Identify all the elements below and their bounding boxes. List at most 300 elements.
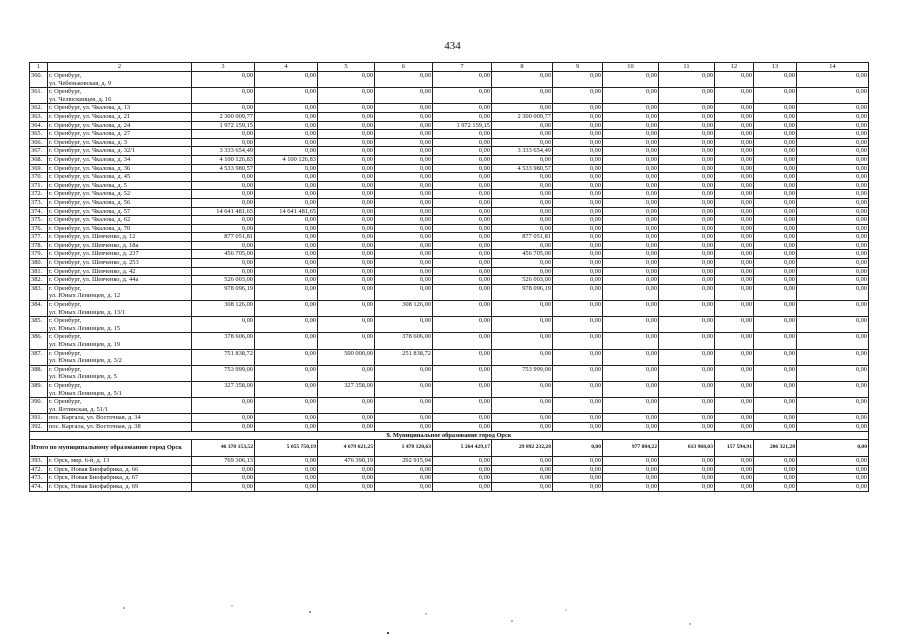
- row-number: 360.: [30, 72, 48, 88]
- total-row: [30, 440, 869, 457]
- value-cell: 0,00: [553, 241, 603, 250]
- value-cell: 0,00: [433, 181, 492, 190]
- value-cell: 0,00: [659, 181, 715, 190]
- value-cell: 0,00: [715, 267, 754, 276]
- address-line: г. Оренбург, ул. Чкалова, д. 45: [49, 173, 131, 181]
- value-cell: 0,00: [375, 104, 433, 113]
- table-row: [30, 198, 869, 207]
- value-cell: 0,00: [553, 198, 603, 207]
- value-cell: 0,00: [318, 155, 375, 164]
- value-cell: 0,00: [433, 474, 492, 483]
- value-cell: 0,00: [492, 173, 553, 182]
- value-cell: 0,00: [715, 216, 754, 225]
- value-cell: 0,00: [318, 317, 375, 333]
- value-cell: 3 333 654,49: [492, 147, 553, 156]
- address-cell: [48, 216, 192, 225]
- value-cell: 0,00: [192, 422, 255, 431]
- value-cell: 0,00: [375, 190, 433, 199]
- value-cell: 0,00: [754, 112, 797, 121]
- address-line: ул. Юных Ленинцев, д. 3/2: [49, 357, 122, 365]
- value-cell: 0,00: [603, 414, 659, 423]
- value-cell: 0,00: [433, 173, 492, 182]
- total-value: 0,00: [553, 440, 603, 457]
- value-cell: 0,00: [659, 267, 715, 276]
- value-cell: 0,00: [715, 224, 754, 233]
- address-cell: [48, 267, 192, 276]
- value-cell: 0,00: [492, 398, 553, 414]
- value-cell: 0,00: [603, 349, 659, 365]
- value-cell: 0,00: [318, 422, 375, 431]
- value-cell: 877 051,81: [492, 233, 553, 242]
- value-cell: 0,00: [375, 381, 433, 397]
- value-cell: 0,00: [375, 398, 433, 414]
- value-cell: 0,00: [255, 224, 318, 233]
- total-value: 0,00: [797, 440, 869, 457]
- value-cell: 0,00: [754, 88, 797, 104]
- value-cell: 0,00: [603, 422, 659, 431]
- address-line: г. Оренбург, ул. Чкалова, д. 70: [49, 224, 131, 232]
- table-row: [30, 104, 869, 113]
- budget-table: [29, 62, 869, 492]
- value-cell: 0,00: [375, 147, 433, 156]
- value-cell: 0,00: [603, 164, 659, 173]
- value-cell: 0,00: [553, 72, 603, 88]
- address-line: ул. Юных Ленинцев, д. 13/1: [49, 308, 126, 316]
- row-number: 473.: [30, 474, 48, 483]
- value-cell: 0,00: [715, 130, 754, 139]
- table-row: [30, 138, 869, 147]
- address-cell: [48, 121, 192, 130]
- value-cell: 0,00: [433, 198, 492, 207]
- row-number: 386.: [30, 333, 48, 349]
- value-cell: 0,00: [603, 104, 659, 113]
- value-cell: 0,00: [492, 457, 553, 466]
- address-cell: [48, 130, 192, 139]
- value-cell: 0,00: [433, 224, 492, 233]
- value-cell: 0,00: [754, 138, 797, 147]
- value-cell: 0,00: [553, 207, 603, 216]
- row-number: 361.: [30, 88, 48, 104]
- value-cell: 0,00: [797, 276, 869, 285]
- table-body: [30, 63, 869, 492]
- value-cell: 0,00: [797, 422, 869, 431]
- value-cell: 0,00: [659, 259, 715, 268]
- value-cell: 0,00: [255, 72, 318, 88]
- value-cell: 0,00: [603, 121, 659, 130]
- value-cell: 0,00: [754, 301, 797, 317]
- value-cell: 0,00: [797, 259, 869, 268]
- value-cell: 0,00: [318, 267, 375, 276]
- address-line: ул. Юных Ленинцев, д. 5: [49, 373, 117, 381]
- value-cell: 0,00: [715, 241, 754, 250]
- value-cell: 0,00: [603, 381, 659, 397]
- row-number: 376.: [30, 224, 48, 233]
- value-cell: 0,00: [433, 365, 492, 381]
- address-line: г. Оренбург, ул. Чкалова, д. 32/1: [49, 147, 136, 155]
- table-row: [30, 284, 869, 300]
- value-cell: 0,00: [375, 267, 433, 276]
- value-cell: 0,00: [255, 250, 318, 259]
- value-cell: 251 838,72: [375, 349, 433, 365]
- value-cell: 0,00: [553, 284, 603, 300]
- value-cell: 0,00: [318, 198, 375, 207]
- value-cell: 0,00: [553, 138, 603, 147]
- address-line: г. Оренбург,: [49, 365, 82, 373]
- value-cell: 0,00: [375, 164, 433, 173]
- value-cell: 14 641 481,65: [255, 207, 318, 216]
- address-cell: [48, 333, 192, 349]
- address-line: г. Оренбург,: [49, 349, 82, 357]
- value-cell: 0,00: [433, 398, 492, 414]
- page-number: 434: [444, 40, 461, 52]
- row-number: 368.: [30, 155, 48, 164]
- address-line: г. Оренбург, ул. Чкалова, д. 57: [49, 207, 131, 215]
- address-cell: [48, 224, 192, 233]
- value-cell: 0,00: [659, 104, 715, 113]
- value-cell: 0,00: [603, 259, 659, 268]
- value-cell: 0,00: [797, 224, 869, 233]
- value-cell: 0,00: [255, 482, 318, 491]
- table-row: [30, 130, 869, 139]
- address-line: г. Оренбург,: [49, 398, 82, 406]
- table-row: [30, 164, 869, 173]
- value-cell: 0,00: [255, 301, 318, 317]
- address-line: ул. Юных Ленинцев, д. 5/1: [49, 389, 122, 397]
- value-cell: 0,00: [318, 147, 375, 156]
- value-cell: 0,00: [754, 207, 797, 216]
- row-number: 370.: [30, 173, 48, 182]
- value-cell: 0,00: [318, 365, 375, 381]
- value-cell: 0,00: [255, 173, 318, 182]
- value-cell: 0,00: [192, 259, 255, 268]
- value-cell: 4 100 126,83: [192, 155, 255, 164]
- address-line: г. Оренбург, ул. Чкалова, д. 56: [49, 198, 131, 206]
- value-cell: 4 100 126,83: [255, 155, 318, 164]
- value-cell: 0,00: [715, 173, 754, 182]
- address-cell: [48, 138, 192, 147]
- address-line: ул. Юных Ленинцев, д. 12: [49, 292, 121, 300]
- value-cell: 0,00: [603, 138, 659, 147]
- value-cell: 0,00: [492, 482, 553, 491]
- value-cell: 0,00: [492, 190, 553, 199]
- column-header: 10: [603, 63, 659, 72]
- value-cell: 0,00: [318, 414, 375, 423]
- value-cell: 308 126,00: [375, 301, 433, 317]
- value-cell: 0,00: [318, 88, 375, 104]
- value-cell: 378 606,00: [192, 333, 255, 349]
- address-cell: [48, 112, 192, 121]
- value-cell: 0,00: [603, 130, 659, 139]
- value-cell: 0,00: [797, 267, 869, 276]
- address-line: г. Оренбург, ул. Шевченко, д. 42: [49, 267, 136, 275]
- column-header: 2: [48, 63, 192, 72]
- value-cell: 0,00: [754, 173, 797, 182]
- address-line: г. Оренбург, ул. Чкалова, д. 36: [49, 164, 131, 172]
- value-cell: 0,00: [255, 333, 318, 349]
- value-cell: 0,00: [192, 267, 255, 276]
- address-cell: [48, 88, 192, 104]
- total-value: 613 968,03: [659, 440, 715, 457]
- value-cell: 0,00: [754, 190, 797, 199]
- value-cell: 0,00: [603, 207, 659, 216]
- value-cell: 0,00: [433, 457, 492, 466]
- table-row: [30, 207, 869, 216]
- value-cell: 0,00: [754, 164, 797, 173]
- value-cell: 0,00: [255, 121, 318, 130]
- column-header: 12: [715, 63, 754, 72]
- value-cell: 0,00: [797, 112, 869, 121]
- value-cell: 0,00: [715, 233, 754, 242]
- value-cell: 0,00: [754, 121, 797, 130]
- table-row: [30, 276, 869, 285]
- row-number: 378.: [30, 241, 48, 250]
- value-cell: 0,00: [553, 365, 603, 381]
- value-cell: 0,00: [797, 474, 869, 483]
- value-cell: 0,00: [433, 422, 492, 431]
- value-cell: 0,00: [192, 104, 255, 113]
- value-cell: 0,00: [553, 259, 603, 268]
- row-number: 367.: [30, 147, 48, 156]
- value-cell: 0,00: [603, 365, 659, 381]
- value-cell: 0,00: [797, 233, 869, 242]
- value-cell: 0,00: [715, 190, 754, 199]
- address-cell: [48, 301, 192, 317]
- column-header: 9: [553, 63, 603, 72]
- value-cell: 0,00: [492, 333, 553, 349]
- value-cell: 0,00: [797, 155, 869, 164]
- value-cell: 0,00: [797, 349, 869, 365]
- row-number: 366.: [30, 138, 48, 147]
- address-cell: [48, 276, 192, 285]
- value-cell: 0,00: [659, 349, 715, 365]
- value-cell: 0,00: [375, 465, 433, 474]
- table-row: [30, 216, 869, 225]
- value-cell: 3 333 654,49: [192, 147, 255, 156]
- value-cell: 0,00: [659, 233, 715, 242]
- value-cell: 0,00: [553, 276, 603, 285]
- address-line: г. Оренбург,: [49, 72, 82, 79]
- value-cell: 0,00: [553, 224, 603, 233]
- table-row: [30, 190, 869, 199]
- row-number: 387.: [30, 349, 48, 365]
- value-cell: 0,00: [255, 112, 318, 121]
- address-line: г. Оренбург, ул. Шевченко, д. 253: [49, 259, 139, 267]
- value-cell: 0,00: [375, 422, 433, 431]
- value-cell: 0,00: [754, 155, 797, 164]
- address-cell: [48, 198, 192, 207]
- value-cell: 0,00: [797, 173, 869, 182]
- value-cell: 0,00: [603, 147, 659, 156]
- value-cell: 0,00: [433, 138, 492, 147]
- value-cell: 0,00: [754, 259, 797, 268]
- value-cell: 0,00: [659, 207, 715, 216]
- value-cell: 0,00: [715, 259, 754, 268]
- value-cell: 0,00: [603, 398, 659, 414]
- value-cell: 0,00: [318, 301, 375, 317]
- value-cell: 0,00: [754, 198, 797, 207]
- address-line: г. Орск, Новая Биофабрика, д. 69: [49, 482, 139, 490]
- value-cell: 0,00: [715, 422, 754, 431]
- value-cell: 0,00: [433, 414, 492, 423]
- value-cell: 0,00: [318, 130, 375, 139]
- value-cell: 0,00: [603, 317, 659, 333]
- table-row: [30, 112, 869, 121]
- value-cell: 0,00: [375, 138, 433, 147]
- value-cell: 2 300 009,77: [492, 112, 553, 121]
- value-cell: 0,00: [433, 130, 492, 139]
- value-cell: 0,00: [318, 104, 375, 113]
- value-cell: 0,00: [255, 284, 318, 300]
- value-cell: 0,00: [659, 72, 715, 88]
- value-cell: 0,00: [255, 381, 318, 397]
- value-cell: 0,00: [659, 333, 715, 349]
- table-row: [30, 224, 869, 233]
- value-cell: 0,00: [715, 349, 754, 365]
- value-cell: 0,00: [553, 474, 603, 483]
- value-cell: 4 533 980,57: [492, 164, 553, 173]
- value-cell: 0,00: [715, 147, 754, 156]
- value-cell: 0,00: [603, 190, 659, 199]
- column-header: 5: [318, 63, 375, 72]
- value-cell: 0,00: [255, 130, 318, 139]
- value-cell: 0,00: [553, 147, 603, 156]
- value-cell: 0,00: [715, 465, 754, 474]
- value-cell: 0,00: [797, 88, 869, 104]
- row-number: 380.: [30, 259, 48, 268]
- address-cell: [48, 241, 192, 250]
- value-cell: 0,00: [715, 207, 754, 216]
- value-cell: 0,00: [255, 216, 318, 225]
- value-cell: 0,00: [375, 276, 433, 285]
- total-value: 977 884,22: [603, 440, 659, 457]
- address-line: г. Оренбург, ул. Чкалова, д. 21: [49, 112, 131, 120]
- row-number: 391.: [30, 414, 48, 423]
- value-cell: 0,00: [553, 250, 603, 259]
- table-row: [30, 465, 869, 474]
- value-cell: 0,00: [715, 365, 754, 381]
- address-cell: [48, 250, 192, 259]
- value-cell: 0,00: [192, 181, 255, 190]
- value-cell: 0,00: [754, 284, 797, 300]
- table-row: [30, 317, 869, 333]
- value-cell: 978 096,19: [492, 284, 553, 300]
- value-cell: 0,00: [375, 216, 433, 225]
- value-cell: 0,00: [375, 112, 433, 121]
- value-cell: 327 358,00: [318, 381, 375, 397]
- value-cell: 0,00: [553, 164, 603, 173]
- row-number: 389.: [30, 381, 48, 397]
- value-cell: 0,00: [754, 465, 797, 474]
- value-cell: 0,00: [553, 173, 603, 182]
- address-line: ул. Челюскинцев, д. 16: [49, 95, 112, 103]
- value-cell: 0,00: [754, 422, 797, 431]
- value-cell: 0,00: [553, 121, 603, 130]
- value-cell: 0,00: [754, 72, 797, 88]
- value-cell: 0,00: [754, 241, 797, 250]
- value-cell: 0,00: [433, 301, 492, 317]
- address-cell: [48, 207, 192, 216]
- value-cell: 0,00: [433, 276, 492, 285]
- address-cell: [48, 181, 192, 190]
- value-cell: 0,00: [715, 276, 754, 285]
- value-cell: 526 003,00: [492, 276, 553, 285]
- row-number: 392.: [30, 422, 48, 431]
- address-cell: [48, 284, 192, 300]
- value-cell: 0,00: [492, 207, 553, 216]
- total-label: Итого по муниципальному образованию город Орск: [30, 440, 192, 457]
- column-header: 6: [375, 63, 433, 72]
- value-cell: 877 051,81: [192, 233, 255, 242]
- value-cell: 0,00: [192, 414, 255, 423]
- value-cell: 0,00: [192, 130, 255, 139]
- value-cell: 0,00: [754, 130, 797, 139]
- value-cell: 0,00: [192, 241, 255, 250]
- value-cell: 0,00: [603, 267, 659, 276]
- value-cell: 0,00: [553, 155, 603, 164]
- value-cell: 0,00: [433, 250, 492, 259]
- value-cell: 0,00: [255, 233, 318, 242]
- row-number: 390.: [30, 398, 48, 414]
- row-number: 374.: [30, 207, 48, 216]
- table-row: [30, 147, 869, 156]
- address-cell: [48, 422, 192, 431]
- value-cell: 0,00: [375, 130, 433, 139]
- value-cell: 0,00: [603, 250, 659, 259]
- value-cell: 0,00: [433, 155, 492, 164]
- table-row: [30, 422, 869, 431]
- value-cell: 0,00: [659, 317, 715, 333]
- address-line: г. Оренбург, ул. Шевченко, д. 44а: [49, 276, 139, 284]
- total-value: 5 055 750,19: [255, 440, 318, 457]
- row-number: 375.: [30, 216, 48, 225]
- table-row: [30, 398, 869, 414]
- value-cell: 0,00: [492, 301, 553, 317]
- value-cell: 0,00: [715, 457, 754, 466]
- table-row: [30, 267, 869, 276]
- row-number: 364.: [30, 121, 48, 130]
- value-cell: 0,00: [715, 414, 754, 423]
- row-number: 388.: [30, 365, 48, 381]
- row-number: 369.: [30, 164, 48, 173]
- value-cell: 0,00: [318, 233, 375, 242]
- value-cell: 0,00: [659, 301, 715, 317]
- value-cell: 0,00: [318, 276, 375, 285]
- value-cell: 0,00: [553, 465, 603, 474]
- value-cell: 1 972 159,15: [433, 121, 492, 130]
- value-cell: 0,00: [797, 482, 869, 491]
- value-cell: 0,00: [603, 173, 659, 182]
- table-row: [30, 414, 869, 423]
- value-cell: 0,00: [433, 482, 492, 491]
- value-cell: 0,00: [375, 88, 433, 104]
- address-cell: [48, 147, 192, 156]
- value-cell: 0,00: [603, 112, 659, 121]
- value-cell: 0,00: [492, 381, 553, 397]
- value-cell: 0,00: [255, 138, 318, 147]
- row-number: 384.: [30, 301, 48, 317]
- value-cell: 0,00: [797, 130, 869, 139]
- value-cell: 500 000,00: [318, 349, 375, 365]
- table-row: [30, 241, 869, 250]
- value-cell: 0,00: [603, 88, 659, 104]
- value-cell: 0,00: [715, 121, 754, 130]
- value-cell: 0,00: [492, 241, 553, 250]
- value-cell: 0,00: [433, 88, 492, 104]
- address-cell: [48, 474, 192, 483]
- value-cell: 0,00: [318, 72, 375, 88]
- value-cell: 753 999,00: [492, 365, 553, 381]
- value-cell: 0,00: [492, 224, 553, 233]
